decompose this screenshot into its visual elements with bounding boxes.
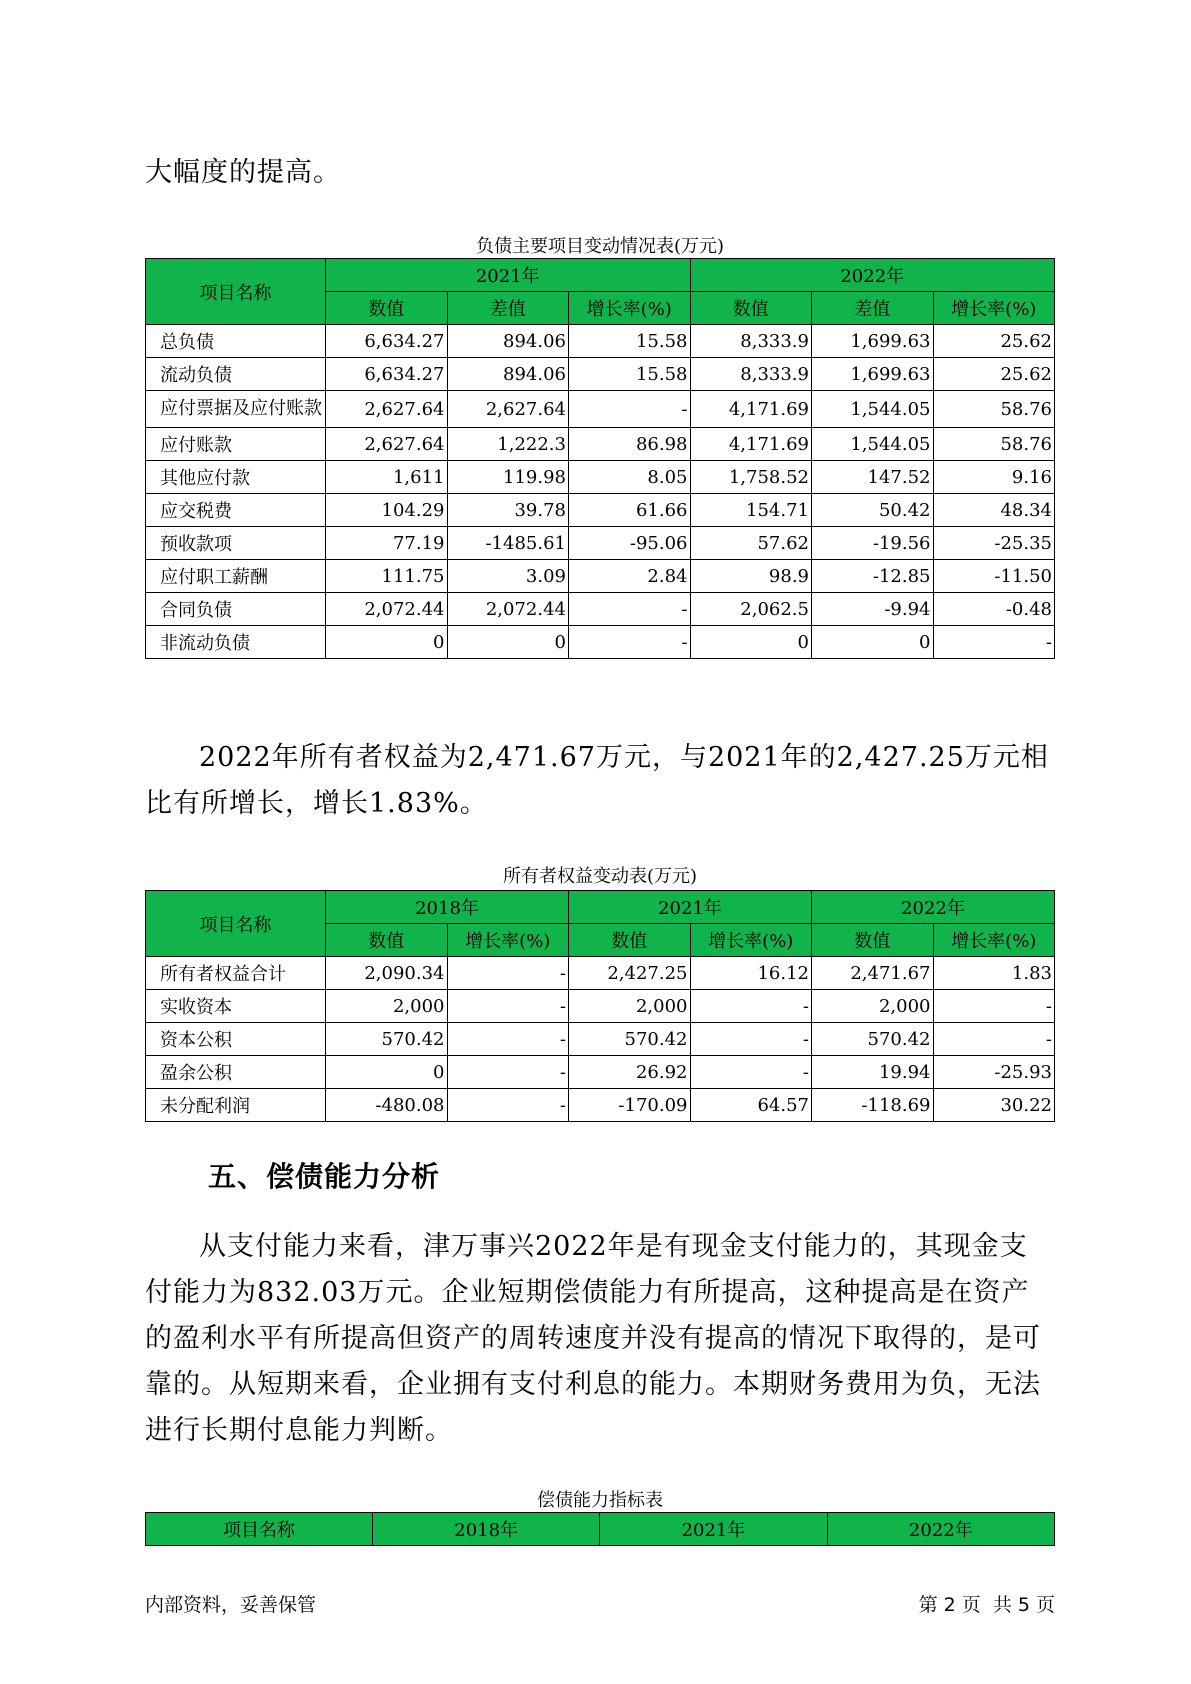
- table-cell: -: [933, 1023, 1055, 1056]
- table2-body: [146, 957, 1055, 1122]
- row-label: 流动负债: [146, 358, 326, 391]
- row-label: 盈余公积: [146, 1056, 326, 1089]
- row-label: 未分配利润: [146, 1089, 326, 1122]
- row-label: 非流动负债: [146, 626, 326, 659]
- solvency-paragraph: 从支付能力来看，津万事兴2022年是有现金支付能力的，其现金支付能力为832.03万元。企业短期偿债能力有所提高，这种提高是在资产的盈利水平有所提高但资产的周转速度并没有提高的情况下取得的，是可靠的。从短期来看，企业拥有支付利息的能力。本期财务费用为负，无法进行长期付息能力判断。: [145, 1231, 1041, 1446]
- table-row: [146, 1023, 1055, 1056]
- table-row: [146, 428, 1055, 461]
- table-cell: 2,627.64: [326, 391, 448, 428]
- table2-subheader: 数值: [569, 924, 691, 957]
- table-row: [146, 626, 1055, 659]
- table-cell: 1,758.52: [690, 461, 812, 494]
- table-row: [146, 358, 1055, 391]
- table3-name-header: 项目名称: [146, 1513, 373, 1546]
- table-cell: 2,090.34: [326, 957, 448, 990]
- table-cell: -19.56: [812, 527, 934, 560]
- table-row: [146, 527, 1055, 560]
- table-cell: 48.34: [933, 494, 1055, 527]
- table-cell: 8,333.9: [690, 325, 812, 358]
- table-cell: 1.83: [933, 957, 1055, 990]
- row-label: 应交税费: [146, 494, 326, 527]
- table-cell: 50.42: [812, 494, 934, 527]
- table-row: [146, 593, 1055, 626]
- table-cell: 16.12: [690, 957, 812, 990]
- table-row: [146, 990, 1055, 1023]
- row-label: 应付职工薪酬: [146, 560, 326, 593]
- table-row: [146, 461, 1055, 494]
- table-cell: 0: [326, 1056, 448, 1089]
- table-cell: 15.58: [569, 358, 691, 391]
- table-cell: 9.16: [933, 461, 1055, 494]
- table-cell: 0: [690, 626, 812, 659]
- table-row: [146, 391, 1055, 428]
- table-cell: 894.06: [447, 358, 569, 391]
- table-cell: 2,471.67: [812, 957, 934, 990]
- row-label: 所有者权益合计: [146, 957, 326, 990]
- table-cell: 6,634.27: [326, 325, 448, 358]
- table-cell: 61.66: [569, 494, 691, 527]
- table3-year-header: 2021年: [600, 1513, 827, 1546]
- table3-header-row: [146, 1513, 1055, 1546]
- table-cell: -: [933, 626, 1055, 659]
- table1-subheader: 数值: [690, 292, 812, 325]
- table-cell: -: [690, 1056, 812, 1089]
- table1-subheader: 差值: [812, 292, 934, 325]
- table-cell: 39.78: [447, 494, 569, 527]
- table-cell: 0: [326, 626, 448, 659]
- table-cell: -118.69: [812, 1089, 934, 1122]
- table1-name-header: 项目名称: [146, 259, 326, 325]
- table2-name-header: 项目名称: [146, 891, 326, 957]
- table-row: [146, 1089, 1055, 1122]
- table-cell: 2,072.44: [447, 593, 569, 626]
- table1-subheader: 数值: [326, 292, 448, 325]
- table-row: [146, 560, 1055, 593]
- footer-page-number: 第 2 页 共 5 页: [918, 1594, 1055, 1616]
- table2-subheader: 数值: [812, 924, 934, 957]
- equity-table: [145, 890, 1055, 1122]
- table-cell: -: [569, 593, 691, 626]
- row-label: 预收款项: [146, 527, 326, 560]
- table-cell: 894.06: [447, 325, 569, 358]
- table-cell: 570.42: [326, 1023, 448, 1056]
- table-cell: 2,000: [569, 990, 691, 1023]
- liabilities-table: [145, 258, 1055, 659]
- table-row: [146, 325, 1055, 358]
- table-cell: -: [447, 1089, 569, 1122]
- table2-year-header-row: [146, 891, 1055, 924]
- table-cell: 2.84: [569, 560, 691, 593]
- table-cell: 570.42: [569, 1023, 691, 1056]
- table-cell: -11.50: [933, 560, 1055, 593]
- table-cell: -: [569, 626, 691, 659]
- table2-subheader: 增长率(%): [690, 924, 812, 957]
- table-cell: 2,627.64: [326, 428, 448, 461]
- footer-confidential: 内部资料，妥善保管: [145, 1594, 317, 1616]
- table-cell: 1,544.05: [812, 391, 934, 428]
- table-cell: 1,611: [326, 461, 448, 494]
- section-heading: 五、偿债能力分析: [208, 1160, 441, 1193]
- table-cell: 58.76: [933, 391, 1055, 428]
- table-cell: 77.19: [326, 527, 448, 560]
- table-cell: 25.62: [933, 325, 1055, 358]
- intro-line: 大幅度的提高。: [145, 157, 341, 188]
- row-label: 合同负债: [146, 593, 326, 626]
- table-cell: 57.62: [690, 527, 812, 560]
- table-cell: 64.57: [690, 1089, 812, 1122]
- table-cell: 26.92: [569, 1056, 691, 1089]
- table2-caption: 所有者权益变动表(万元): [502, 866, 698, 887]
- table-cell: 2,000: [326, 990, 448, 1023]
- table-cell: -: [933, 990, 1055, 1023]
- table3-caption: 偿债能力指标表: [537, 1490, 663, 1511]
- table-cell: 6,634.27: [326, 358, 448, 391]
- table-cell: 104.29: [326, 494, 448, 527]
- table-cell: 147.52: [812, 461, 934, 494]
- table-row: [146, 494, 1055, 527]
- table-cell: 2,072.44: [326, 593, 448, 626]
- table-cell: -: [690, 1023, 812, 1056]
- table-cell: -95.06: [569, 527, 691, 560]
- table-cell: 15.58: [569, 325, 691, 358]
- table-cell: -: [447, 1023, 569, 1056]
- table-cell: 19.94: [812, 1056, 934, 1089]
- table-cell: 1,699.63: [812, 325, 934, 358]
- table3-year-header: 2022年: [827, 1513, 1054, 1546]
- table2-year-header: 2018年: [326, 891, 569, 924]
- table-cell: 4,171.69: [690, 391, 812, 428]
- table-cell: 111.75: [326, 560, 448, 593]
- table-cell: 154.71: [690, 494, 812, 527]
- table2-year-header: 2021年: [569, 891, 812, 924]
- table-cell: -480.08: [326, 1089, 448, 1122]
- row-label: 其他应付款: [146, 461, 326, 494]
- table-cell: 4,171.69: [690, 428, 812, 461]
- table1-year-header: 2021年: [326, 259, 691, 292]
- table-cell: -9.94: [812, 593, 934, 626]
- row-label: 资本公积: [146, 1023, 326, 1056]
- table-cell: 8.05: [569, 461, 691, 494]
- table-row: [146, 957, 1055, 990]
- table-cell: -: [569, 391, 691, 428]
- table1-body: [146, 325, 1055, 659]
- table-cell: 3.09: [447, 560, 569, 593]
- table-cell: -: [690, 990, 812, 1023]
- table-cell: 1,222.3: [447, 428, 569, 461]
- table3-year-header: 2018年: [373, 1513, 600, 1546]
- row-label: 应付账款: [146, 428, 326, 461]
- table1-subheader: 增长率(%): [569, 292, 691, 325]
- table2-subheader: 数值: [326, 924, 448, 957]
- table-cell: -170.09: [569, 1089, 691, 1122]
- table-cell: -: [447, 1056, 569, 1089]
- equity-paragraph: 2022年所有者权益为2,471.67万元，与2021年的2,427.25万元相比有所增长，增长1.83%。: [145, 742, 1049, 819]
- solvency-table: [145, 1512, 1055, 1546]
- table-cell: 98.9: [690, 560, 812, 593]
- table-cell: 2,062.5: [690, 593, 812, 626]
- table-cell: -: [447, 990, 569, 1023]
- table1-caption: 负债主要项目变动情况表(万元): [475, 236, 725, 257]
- table-row: [146, 1056, 1055, 1089]
- table-cell: 0: [447, 626, 569, 659]
- table-cell: -: [447, 957, 569, 990]
- table-cell: 2,000: [812, 990, 934, 1023]
- table-cell: 1,544.05: [812, 428, 934, 461]
- table-cell: -25.93: [933, 1056, 1055, 1089]
- table-cell: -25.35: [933, 527, 1055, 560]
- table-cell: 0: [812, 626, 934, 659]
- table-cell: 58.76: [933, 428, 1055, 461]
- table-cell: 2,627.64: [447, 391, 569, 428]
- table2-subheader: 增长率(%): [933, 924, 1055, 957]
- table-cell: 25.62: [933, 358, 1055, 391]
- table2-year-header: 2022年: [812, 891, 1055, 924]
- table-cell: -1485.61: [447, 527, 569, 560]
- table-cell: 119.98: [447, 461, 569, 494]
- table-cell: -0.48: [933, 593, 1055, 626]
- row-label: 实收资本: [146, 990, 326, 1023]
- table1-year-header-row: [146, 259, 1055, 292]
- table-cell: 86.98: [569, 428, 691, 461]
- table-cell: 1,699.63: [812, 358, 934, 391]
- table1-subheader: 差值: [447, 292, 569, 325]
- table1-subheader: 增长率(%): [933, 292, 1055, 325]
- table-cell: 570.42: [812, 1023, 934, 1056]
- table-cell: 2,427.25: [569, 957, 691, 990]
- row-label: 应付票据及应付账款: [146, 391, 326, 428]
- table-cell: -12.85: [812, 560, 934, 593]
- table1-year-header: 2022年: [690, 259, 1055, 292]
- table2-subheader: 增长率(%): [447, 924, 569, 957]
- table-cell: 8,333.9: [690, 358, 812, 391]
- row-label: 总负债: [146, 325, 326, 358]
- table-cell: 30.22: [933, 1089, 1055, 1122]
